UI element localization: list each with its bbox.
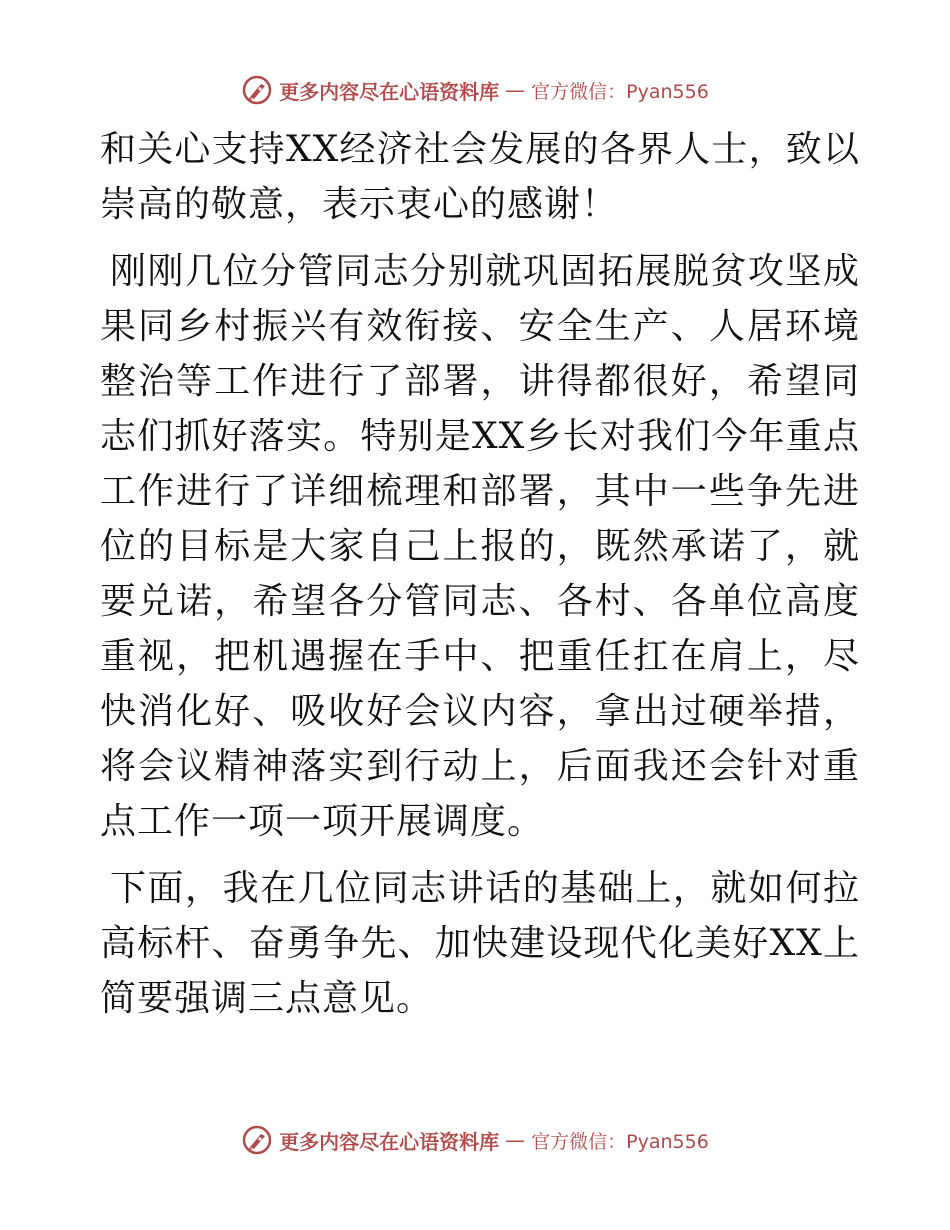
watermark-wechat: 官方微信：Pyan556	[531, 80, 709, 103]
paragraph-3: 下面，我在几位同志讲话的基础上，就如何拉高标杆、奋勇争先、加快建设现代化美好XX上简要强调三点意见。	[100, 868, 860, 1019]
fountain-pen-logo-icon	[241, 74, 273, 106]
watermark-wechat: 官方微信：Pyan556	[531, 1130, 709, 1153]
watermark-separator: —	[505, 1128, 526, 1152]
paragraph-1: 和关心支持XX经济社会发展的各界人士，致以崇高的敬意，表示衷心的感谢！	[100, 129, 860, 225]
watermark-text: 更多内容尽在心语资料库	[279, 79, 500, 104]
footer-watermark	[0, 1120, 950, 1160]
watermark-separator: —	[505, 78, 526, 102]
paragraph-2: 刚刚几位分管同志分别就巩固拓展脱贫攻坚成果同乡村振兴有效衔接、安全生产、人居环境整治等工作进行了部署，讲得都很好，希望同志们抓好落实。特别是XX乡长对我们今年重点工作进行了详细梳理和部署，其中一些争先进位的目标是大家自己上报的，既然承诺了，就要兑诺，希望各分管同志、各村、各单位高度重视，把机遇握在手中、把重任扛在肩上，尽快消化好、吸收好会议内容，拿出过硬举措，将会议精神落实到行动上，后面我还会针对重点工作一项一项开展调度。	[100, 251, 860, 842]
watermark-text: 更多内容尽在心语资料库	[279, 1129, 500, 1154]
header-watermark	[0, 70, 950, 110]
document-body	[100, 122, 860, 1026]
fountain-pen-logo-icon	[241, 1124, 273, 1156]
